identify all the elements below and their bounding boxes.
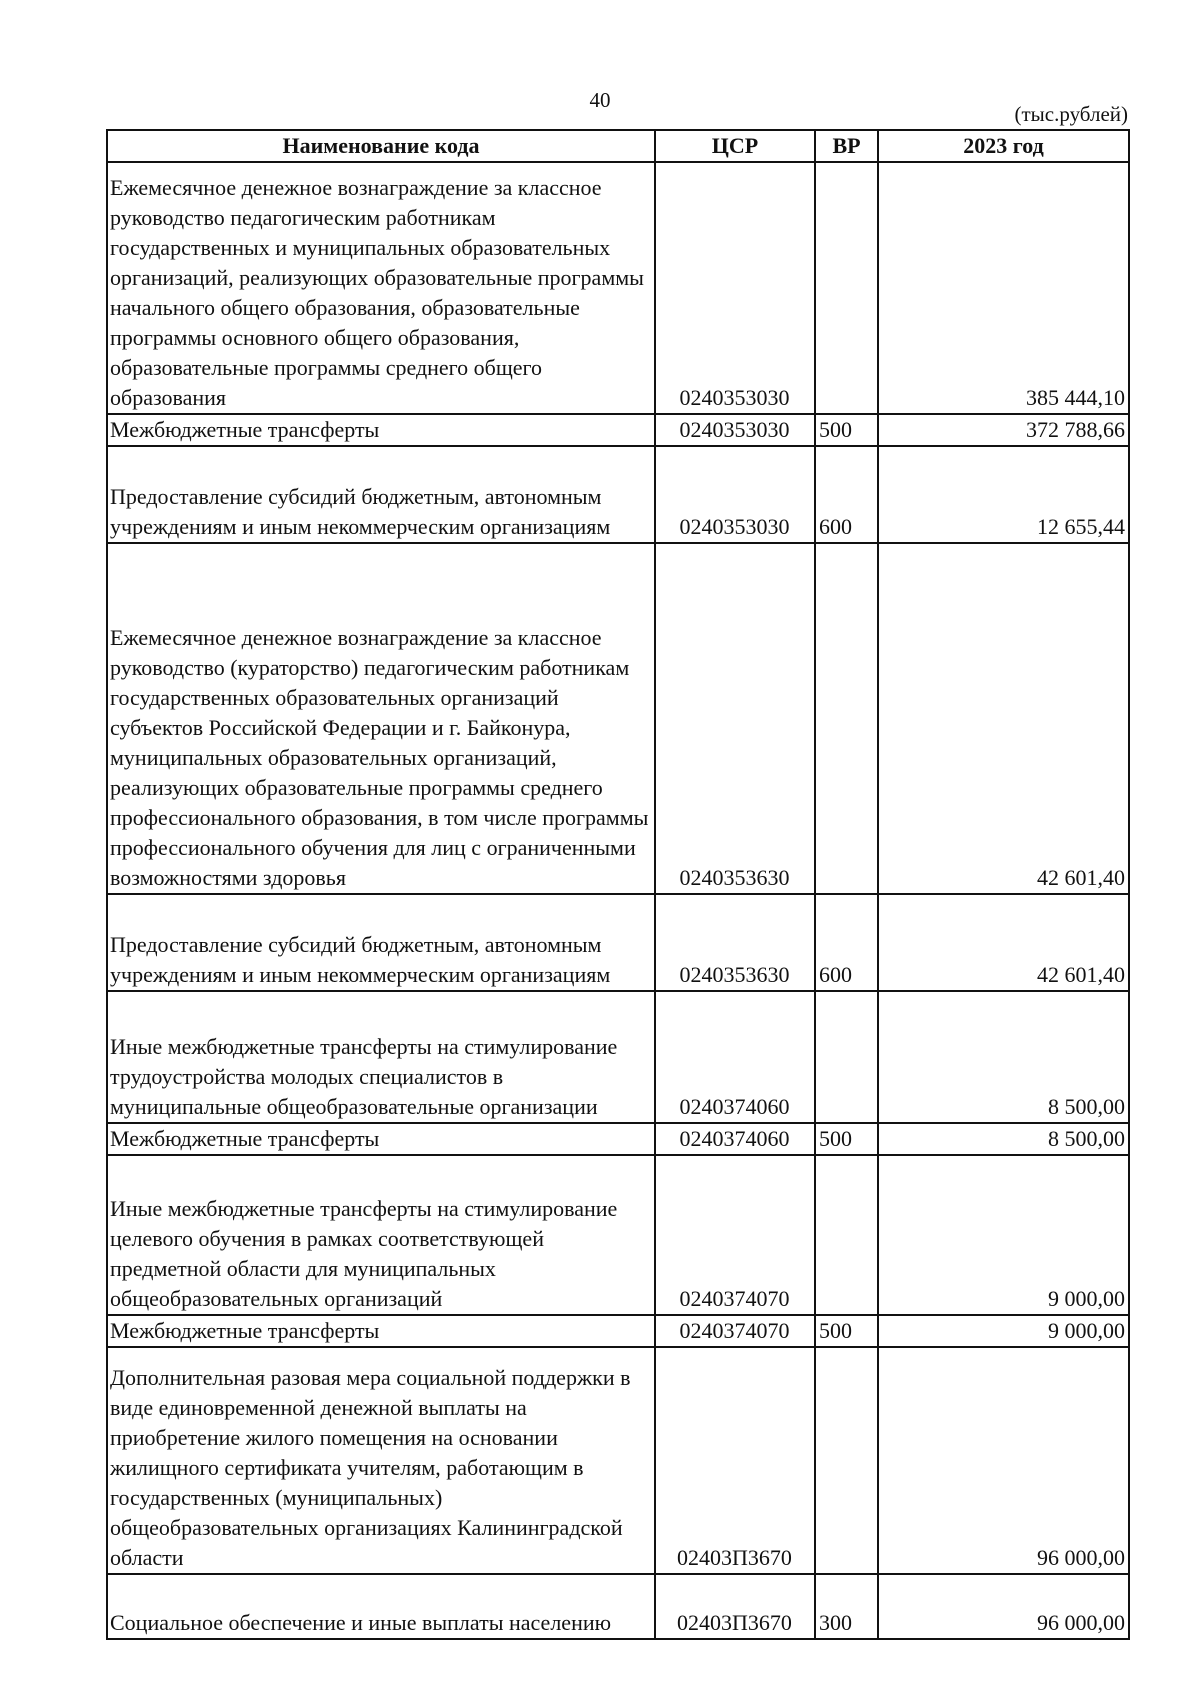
- row-name: Предоставление субсидий бюджетным, автономным учреждениям и иным некоммерческим организациям: [107, 446, 655, 543]
- row-name: Иные межбюджетные трансферты на стимулирование целевого обучения в рамках соответствующей предметной области для муниципальных общеобразовательных организаций: [107, 1155, 655, 1315]
- row-name: Дополнительная разовая мера социальной поддержки в виде единовременной денежной выплаты на приобретение жилого помещения на основании жилищного сертификата учителям, работающим в государственных (муниципальных) общеобразовательных организациях Калининградской области: [107, 1347, 655, 1574]
- page-number: 40: [589, 88, 611, 112]
- row-vr: [815, 991, 878, 1123]
- row-csr: 02403П3670: [655, 1347, 815, 1574]
- budget-table: [106, 129, 1130, 1640]
- row-csr: 0240353630: [655, 894, 815, 991]
- row-vr: 600: [815, 446, 878, 543]
- header-name: Наименование кода: [107, 130, 655, 162]
- row-name: Ежемесячное денежное вознаграждение за классное руководство (кураторство) педагогическим работникам государственных образовательных организаций субъектов Российской Федерации и г. Байконура, муниципальных образовательных организаций, реализующих образовательные программы среднего профессионального образования, в том числе программы профессионального обучения для лиц с ограниченными возможностями здоровья: [107, 543, 655, 894]
- row-sum: 42 601,40: [878, 543, 1129, 894]
- row-sum: 42 601,40: [878, 894, 1129, 991]
- row-vr: 500: [815, 1315, 878, 1347]
- row-csr: 0240353030: [655, 414, 815, 446]
- table-row: [107, 1155, 1129, 1315]
- row-sum: 9 000,00: [878, 1155, 1129, 1315]
- table-row: [107, 1574, 1129, 1639]
- header-vr: ВР: [815, 130, 878, 162]
- table-row: [107, 414, 1129, 446]
- table-row: [107, 446, 1129, 543]
- row-sum: 385 444,10: [878, 162, 1129, 414]
- table-row: [107, 894, 1129, 991]
- row-sum: 8 500,00: [878, 1123, 1129, 1155]
- row-vr: [815, 162, 878, 414]
- row-vr: 500: [815, 414, 878, 446]
- row-vr: 500: [815, 1123, 878, 1155]
- table-row: [107, 991, 1129, 1123]
- row-vr: 300: [815, 1574, 878, 1639]
- table-row: [107, 543, 1129, 894]
- row-csr: 0240374070: [655, 1315, 815, 1347]
- row-csr: 0240353030: [655, 162, 815, 414]
- row-sum: 9 000,00: [878, 1315, 1129, 1347]
- row-vr: 600: [815, 894, 878, 991]
- table-header-row: [107, 130, 1129, 162]
- row-csr: 0240374060: [655, 1123, 815, 1155]
- header-csr: ЦСР: [655, 130, 815, 162]
- row-csr: 0240374070: [655, 1155, 815, 1315]
- row-csr: 0240374060: [655, 991, 815, 1123]
- row-sum: 372 788,66: [878, 414, 1129, 446]
- row-vr: [815, 1155, 878, 1315]
- table-row: [107, 1315, 1129, 1347]
- row-vr: [815, 1347, 878, 1574]
- row-name: Межбюджетные трансферты: [107, 1315, 655, 1347]
- table-row: [107, 162, 1129, 414]
- row-name: Предоставление субсидий бюджетным, автономным учреждениям и иным некоммерческим организациям: [107, 894, 655, 991]
- row-sum: 96 000,00: [878, 1347, 1129, 1574]
- row-csr: 0240353630: [655, 543, 815, 894]
- row-name: Ежемесячное денежное вознаграждение за классное руководство педагогическим работникам государственных и муниципальных образовательных организаций, реализующих образовательные программы начального общего образования, образовательные программы основного общего образования, образовательные программы среднего общего образования: [107, 162, 655, 414]
- row-sum: 8 500,00: [878, 991, 1129, 1123]
- header-year: 2023 год: [878, 130, 1129, 162]
- table-row: [107, 1123, 1129, 1155]
- units-label: (тыс.рублей): [1014, 102, 1128, 126]
- row-name: Иные межбюджетные трансферты на стимулирование трудоустройства молодых специалистов в муниципальные общеобразовательные организации: [107, 991, 655, 1123]
- row-vr: [815, 543, 878, 894]
- row-csr: 0240353030: [655, 446, 815, 543]
- row-name: Межбюджетные трансферты: [107, 414, 655, 446]
- row-sum: 12 655,44: [878, 446, 1129, 543]
- row-name: Социальное обеспечение и иные выплаты населению: [107, 1574, 655, 1639]
- row-name: Межбюджетные трансферты: [107, 1123, 655, 1155]
- row-sum: 96 000,00: [878, 1574, 1129, 1639]
- row-csr: 02403П3670: [655, 1574, 815, 1639]
- table-row: [107, 1347, 1129, 1574]
